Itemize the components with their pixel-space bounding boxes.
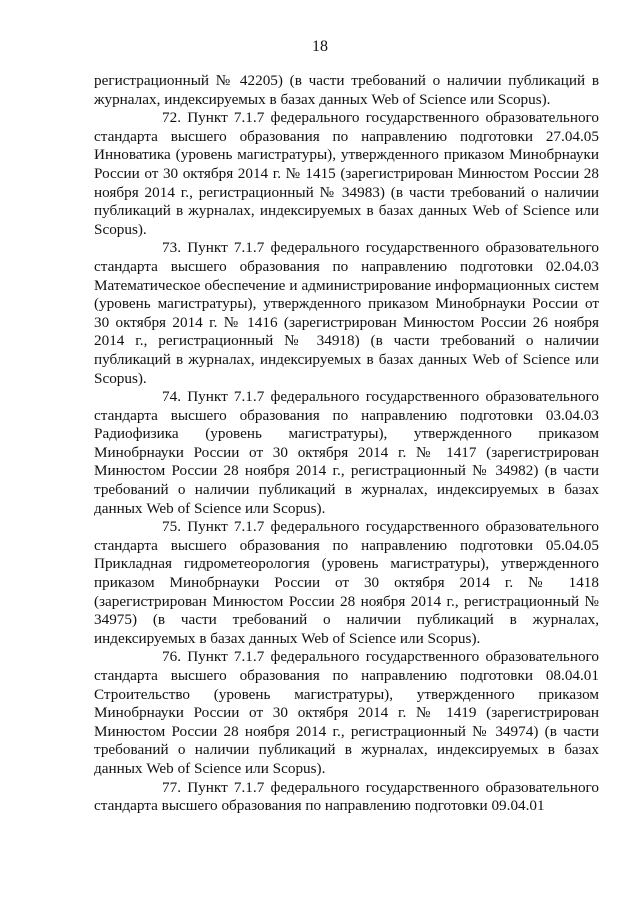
- item-number: 75.: [162, 518, 181, 536]
- item-text: Пункт 7.1.7 федерального государственного образовательного стандарта высшего образования по направлению подготовки 05.04.05 Прикладная гидрометеорология (уровень магистратуры), утвержденного приказом Минобрнауки России от 30 октября 2014 г. № 1418 (зарегистрирован Минюстом России 28 ноября 2014 г., регистрационный № 34975) (в части требований о наличии публикаций в журналах, индексируемых в базах данных Web of Science или Scopus).: [94, 518, 600, 647]
- item-number: 72.: [162, 109, 181, 127]
- item-text: Пункт 7.1.7 федерального государственного образовательного стандарта высшего образования по направлению подготовки 02.04.03 Математическое обеспечение и администрирование информационных систем (уровень магистратуры), утвержденного приказом Минобрнауки России от 30 октября 2014 г. № 1416 (зарегистрирован Минюстом России 26 ноября 2014 г., регистрационный № 34918) (в части требований о наличии публикаций в журналах, индексируемых в базах данных Web of Science или Scopus).: [94, 239, 600, 387]
- item-number: 76.: [162, 648, 181, 666]
- page-number: 18: [312, 38, 328, 55]
- list-item: [94, 109, 599, 239]
- item-text: Пункт 7.1.7 федерального государственного образовательного стандарта высшего образования по направлению подготовки 03.04.03 Радиофизика (уровень магистратуры), утвержденного приказом Минобрнауки России от 30 октября 2014 г. № 1417 (зарегистрирован Минюстом России 28 ноября 2014 г., регистрационный № 34982) (в части требований о наличии публикаций в журналах, индексируемых в базах данных Web of Science или Scopus).: [94, 388, 600, 517]
- item-number: 74.: [162, 388, 181, 406]
- item-text: Пункт 7.1.7 федерального государственного образовательного стандарта высшего образования по направлению подготовки 08.04.01 Строительство (уровень магистратуры), утвержденного приказом Минобрнауки России от 30 октября 2014 г. № 1419 (зарегистрирован Минюстом России 28 ноября 2014 г., регистрационный № 34974) (в части требований о наличии публикаций в журналах, индексируемых в базах данных Web of Science или Scopus).: [94, 648, 600, 777]
- continued-paragraph: регистрационный № 42205) (в части требований о наличии публикаций в журналах, индексируемых в базах данных Web of Science или Scopus).: [94, 72, 599, 108]
- list-item: [94, 648, 599, 778]
- list-item: [94, 239, 599, 388]
- item-text: Пункт 7.1.7 федерального государственного образовательного стандарта высшего образования по направлению подготовки 09.04.01: [94, 778, 600, 815]
- list-item: [94, 388, 599, 518]
- item-number: 73.: [162, 239, 181, 257]
- document-body: [94, 72, 599, 816]
- list-item: [94, 518, 599, 648]
- item-text: Пункт 7.1.7 федерального государственного образовательного стандарта высшего образования по направлению подготовки 27.04.05 Инноватика (уровень магистратуры), утвержденного приказом Минобрнауки России от 30 октября 2014 г. № 1415 (зарегистрирован Минюстом России 28 ноября 2014 г., регистрационный № 34983) (в части требований о наличии публикаций в журналах, индексируемых в базах данных Web of Science или Scopus).: [94, 109, 600, 238]
- list-item: [94, 779, 599, 816]
- item-number: 77.: [162, 778, 181, 796]
